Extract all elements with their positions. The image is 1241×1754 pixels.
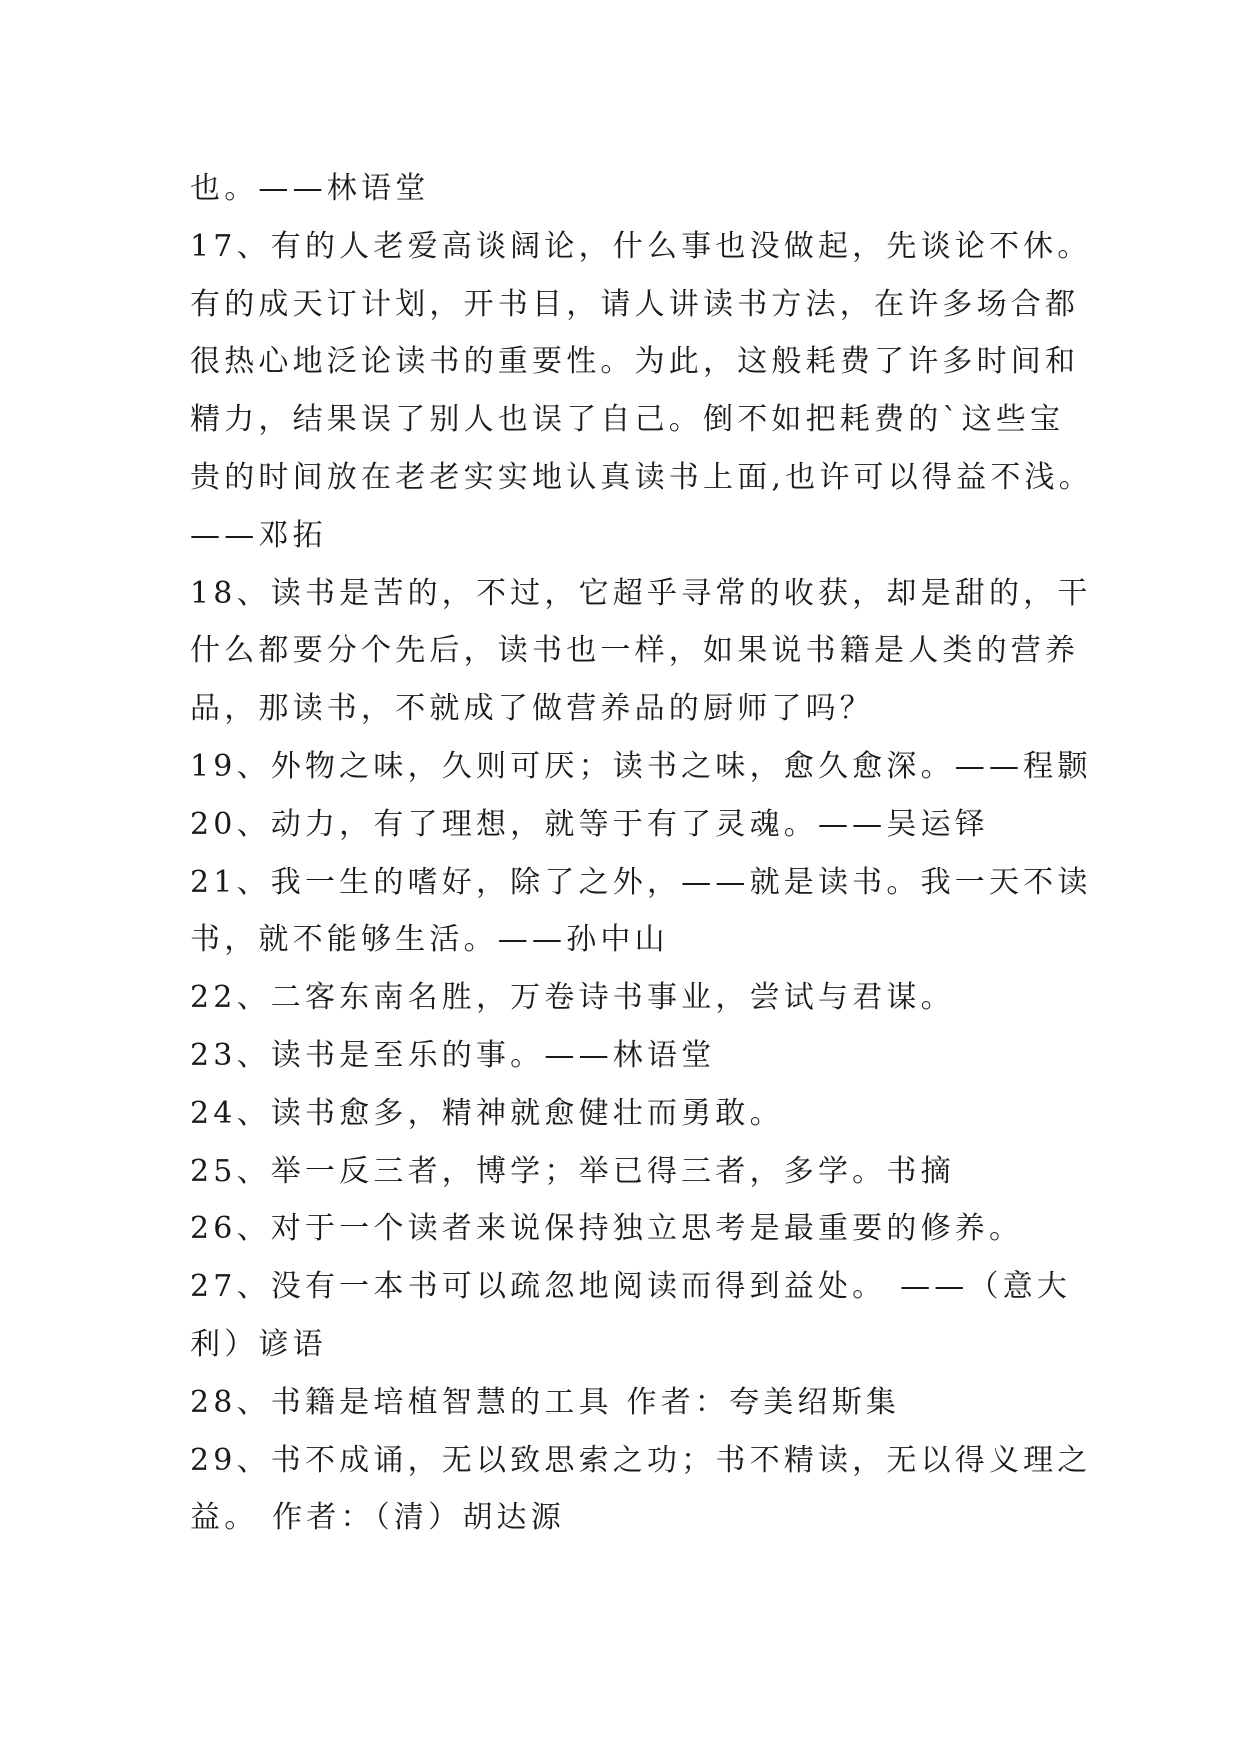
text-line: 书，就不能够生活。——孙中山 — [190, 922, 669, 958]
text-line: 20、动力，有了理想，就等于有了灵魂。——吴运铎 — [190, 806, 989, 842]
text-line: 18、读书是苦的，不过，它超乎寻常的收获，却是甜的，干 — [190, 575, 1092, 611]
text-line: 26、对于一个读者来说保持独立思考是最重要的修养。 — [190, 1211, 1024, 1247]
text-line: 什么都要分个先后，读书也一样，如果说书籍是人类的营养 — [190, 633, 1080, 669]
text-line: 24、读书愈多，精神就愈健壮而勇敢。 — [190, 1095, 784, 1131]
text-line: 19、外物之味，久则可厌；读书之味，愈久愈深。——程颢 — [190, 748, 1092, 784]
text-line: 17、有的人老爱高谈阔论，什么事也没做起，先谈论不休。 — [190, 228, 1092, 264]
text-line: 27、没有一本书可以疏忽地阅读而得到益处。 ——（意大 — [190, 1269, 1072, 1305]
text-line: 21、我一生的嗜好，除了之外，——就是读书。我一天不读 — [190, 864, 1092, 900]
text-line: 29、书不成诵，无以致思索之功；书不精读，无以得义理之 — [190, 1442, 1092, 1478]
text-line: 很热心地泛论读书的重要性。为此，这般耗费了许多时间和 — [190, 344, 1080, 380]
text-line: 贵的时间放在老老实实地认真读书上面,也许可以得益不浅。 — [190, 459, 1093, 495]
text-line: 品，那读书，不就成了做营养品的厨师了吗？ — [190, 691, 874, 727]
text-line: 23、读书是至乐的事。——林语堂 — [190, 1037, 716, 1073]
text-line: 精力，结果误了别人也误了自己。倒不如把耗费的`这些宝 — [190, 402, 1065, 438]
text-line: 也。——林语堂 — [190, 171, 430, 206]
text-line: 利）谚语 — [190, 1326, 327, 1362]
text-line: 28、书籍是培植智慧的工具 作者：夸美绍斯集 — [190, 1384, 901, 1420]
text-line: 22、二客东南名胜，万卷诗书事业，尝试与君谋。 — [190, 980, 955, 1016]
text-line: 25、举一反三者，博学；举已得三者，多学。书摘 — [190, 1153, 955, 1189]
text-line: 有的成天订计划，开书目，请人讲读书方法，在许多场合都 — [190, 286, 1080, 322]
quote-text-block — [190, 160, 1093, 1547]
text-line: 益。 作者：（清）胡达源 — [190, 1500, 565, 1536]
text-line: ——邓拓 — [190, 517, 327, 553]
